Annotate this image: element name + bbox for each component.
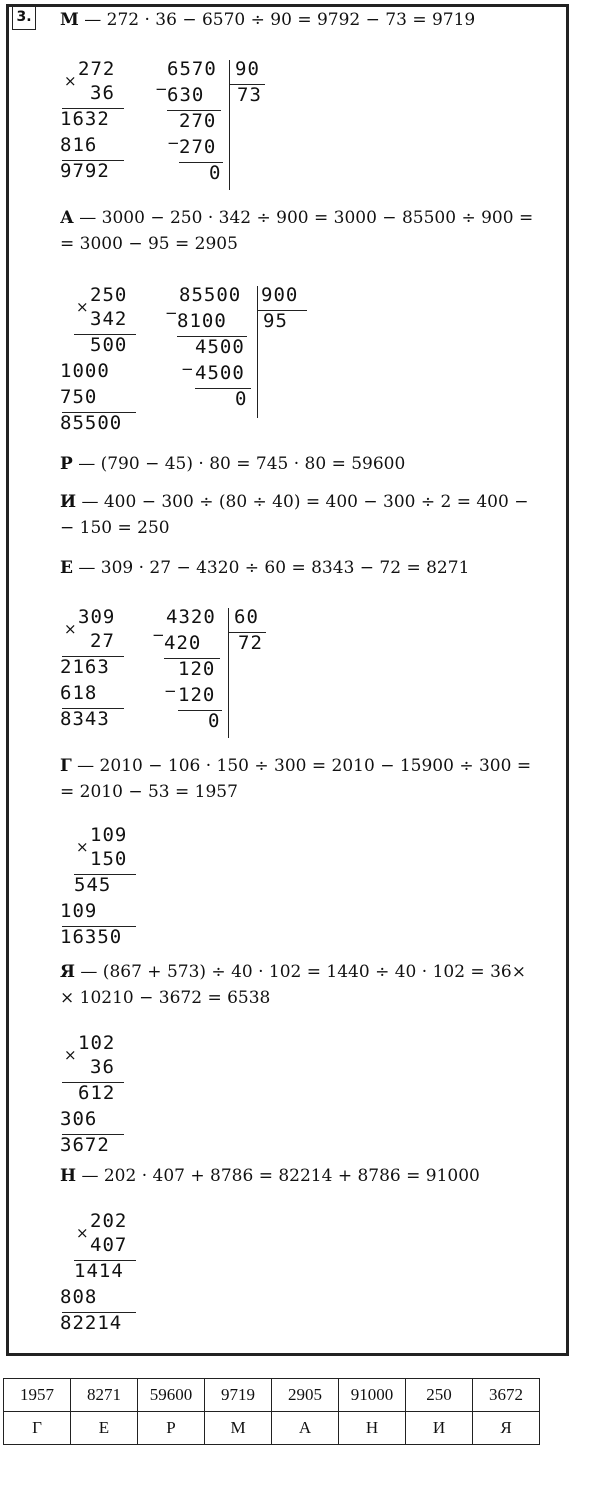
equation-text: — (790 − 45) · 80 = 745 · 80 = 59600 — [72, 454, 406, 474]
multiply-sign: × — [64, 620, 78, 638]
multiply-sign: × — [76, 298, 90, 316]
dividend: 6570 — [167, 58, 217, 80]
dividend: 85500 — [179, 284, 242, 306]
product: 85500 — [60, 412, 123, 434]
product: 8343 — [60, 708, 110, 730]
answer-letter: М — [205, 1412, 272, 1445]
division-m: 6570 90 73 − 630 270 − 270 0 — [155, 58, 275, 193]
division-step: 120 — [178, 684, 216, 706]
equation-n — [60, 1166, 480, 1186]
factor-2: 150 — [90, 848, 128, 870]
partial-product-1: 500 — [90, 334, 128, 356]
partial-product-2: 1000 — [60, 360, 110, 382]
division-step: 420 — [164, 632, 202, 654]
division-step: 270 — [179, 110, 217, 132]
division-step: 630 — [167, 84, 205, 106]
answer-letters-row — [4, 1412, 540, 1445]
remainder: 0 — [209, 162, 222, 184]
equation-g — [60, 756, 531, 776]
multiplication-m — [60, 58, 140, 188]
answer-number: 1957 — [4, 1379, 71, 1412]
partial-product-2: 618 — [60, 682, 98, 704]
multiplication-a — [60, 284, 145, 434]
factor-1: 102 — [78, 1032, 116, 1054]
partial-product-2: 306 — [60, 1108, 98, 1130]
partial-product-1: 2163 — [60, 656, 110, 678]
equation-i-continuation: − 150 = 250 — [60, 518, 170, 538]
division-a: 85500 900 95 − 8100 4500 − 4500 0 — [165, 284, 315, 422]
divisor: 900 — [261, 284, 299, 306]
equation-g-continuation: = 2010 − 53 = 1957 — [60, 782, 238, 802]
answer-letter: Р — [138, 1412, 205, 1445]
equation-ya-continuation: × 10210 − 3672 = 6538 — [60, 988, 271, 1008]
equation-ya — [60, 962, 526, 982]
equation-letter: М — [60, 10, 79, 30]
divisor: 60 — [234, 606, 259, 628]
answer-numbers-row — [4, 1379, 540, 1412]
partial-product-2: 808 — [60, 1286, 98, 1308]
product: 82214 — [60, 1312, 123, 1334]
equation-r — [60, 454, 405, 474]
quotient: 73 — [237, 84, 262, 106]
equation-letter: Е — [60, 558, 73, 578]
equation-text: — 202 · 407 + 8786 = 82214 + 8786 = 91000 — [76, 1166, 480, 1186]
partial-product-2: 816 — [60, 134, 98, 156]
factor-2: 27 — [90, 630, 115, 652]
partial-product-1: 1632 — [60, 108, 110, 130]
factor-1: 250 — [90, 284, 128, 306]
factor-2: 36 — [90, 1056, 115, 1078]
divisor: 90 — [235, 58, 260, 80]
dividend: 4320 — [166, 606, 216, 628]
equation-text: — 3000 − 250 · 342 ÷ 900 = 3000 − 85500 ÷ 900 = — [73, 208, 534, 228]
factor-1: 309 — [78, 606, 116, 628]
equation-text: — 272 · 36 − 6570 ÷ 90 = 9792 − 73 = 9719 — [78, 10, 476, 30]
answer-table — [3, 1378, 540, 1445]
answer-number: 91000 — [339, 1379, 406, 1412]
partial-product-1: 1414 — [74, 1260, 124, 1282]
equation-letter: Г — [60, 756, 72, 776]
equation-text: — 2010 − 106 · 150 ÷ 300 = 2010 − 15900 ÷ 300 = — [71, 756, 532, 776]
division-step: 120 — [178, 658, 216, 680]
equation-m — [60, 10, 475, 30]
partial-product-2: 109 — [60, 900, 98, 922]
factor-2: 36 — [90, 82, 115, 104]
multiplication-e — [60, 606, 140, 736]
factor-2: 407 — [90, 1234, 128, 1256]
product: 16350 — [60, 926, 123, 948]
equation-letter: И — [60, 492, 77, 512]
remainder: 0 — [235, 388, 248, 410]
division-step: 4500 — [195, 362, 245, 384]
answer-letter: Е — [71, 1412, 138, 1445]
factor-2: 342 — [90, 308, 128, 330]
equation-letter: Я — [60, 962, 75, 982]
quotient: 72 — [238, 632, 263, 654]
division-e: 4320 60 72 − 420 120 − 120 0 — [152, 606, 277, 741]
product: 3672 — [60, 1134, 110, 1156]
equation-a — [60, 208, 533, 228]
multiply-sign: × — [76, 838, 90, 856]
answer-number: 250 — [406, 1379, 473, 1412]
division-step: 8100 — [177, 310, 227, 332]
multiply-sign: × — [76, 1224, 90, 1242]
equation-text: — 400 − 300 ÷ (80 ÷ 40) = 400 − 300 ÷ 2 = 400 − — [76, 492, 529, 512]
answer-number: 3672 — [473, 1379, 540, 1412]
partial-product-1: 612 — [78, 1082, 116, 1104]
factor-1: 272 — [78, 58, 116, 80]
equation-a-continuation: = 3000 − 95 = 2905 — [60, 234, 238, 254]
equation-e — [60, 558, 469, 578]
quotient: 95 — [263, 310, 288, 332]
division-step: 270 — [179, 136, 217, 158]
equation-letter: Р — [60, 454, 73, 474]
equation-text: — 309 · 27 − 4320 ÷ 60 = 8343 − 72 = 8271 — [72, 558, 470, 578]
product: 9792 — [60, 160, 110, 182]
multiplication-g — [60, 824, 145, 949]
answer-letter: Н — [339, 1412, 406, 1445]
answer-letter: Я — [473, 1412, 540, 1445]
equation-i — [60, 492, 528, 512]
answer-letter: И — [406, 1412, 473, 1445]
partial-product-3: 750 — [60, 386, 98, 408]
answer-letter: Г — [4, 1412, 71, 1445]
equation-letter: Н — [60, 1166, 77, 1186]
equation-text: — (867 + 573) ÷ 40 · 102 = 1440 ÷ 40 · 102 = 36× — [75, 962, 526, 982]
answer-letter: А — [272, 1412, 339, 1445]
remainder: 0 — [208, 710, 221, 732]
equation-letter: А — [60, 208, 74, 228]
answer-number: 2905 — [272, 1379, 339, 1412]
answer-number: 59600 — [138, 1379, 205, 1412]
multiply-sign: × — [64, 72, 78, 90]
multiply-sign: × — [64, 1046, 78, 1064]
division-step: 4500 — [195, 336, 245, 358]
answer-number: 8271 — [71, 1379, 138, 1412]
factor-1: 202 — [90, 1210, 128, 1232]
partial-product-1: 545 — [74, 874, 112, 896]
multiplication-n — [60, 1210, 145, 1335]
factor-1: 109 — [90, 824, 128, 846]
problem-number: 3. — [12, 6, 36, 30]
answer-number: 9719 — [205, 1379, 272, 1412]
multiplication-ya — [60, 1032, 140, 1157]
